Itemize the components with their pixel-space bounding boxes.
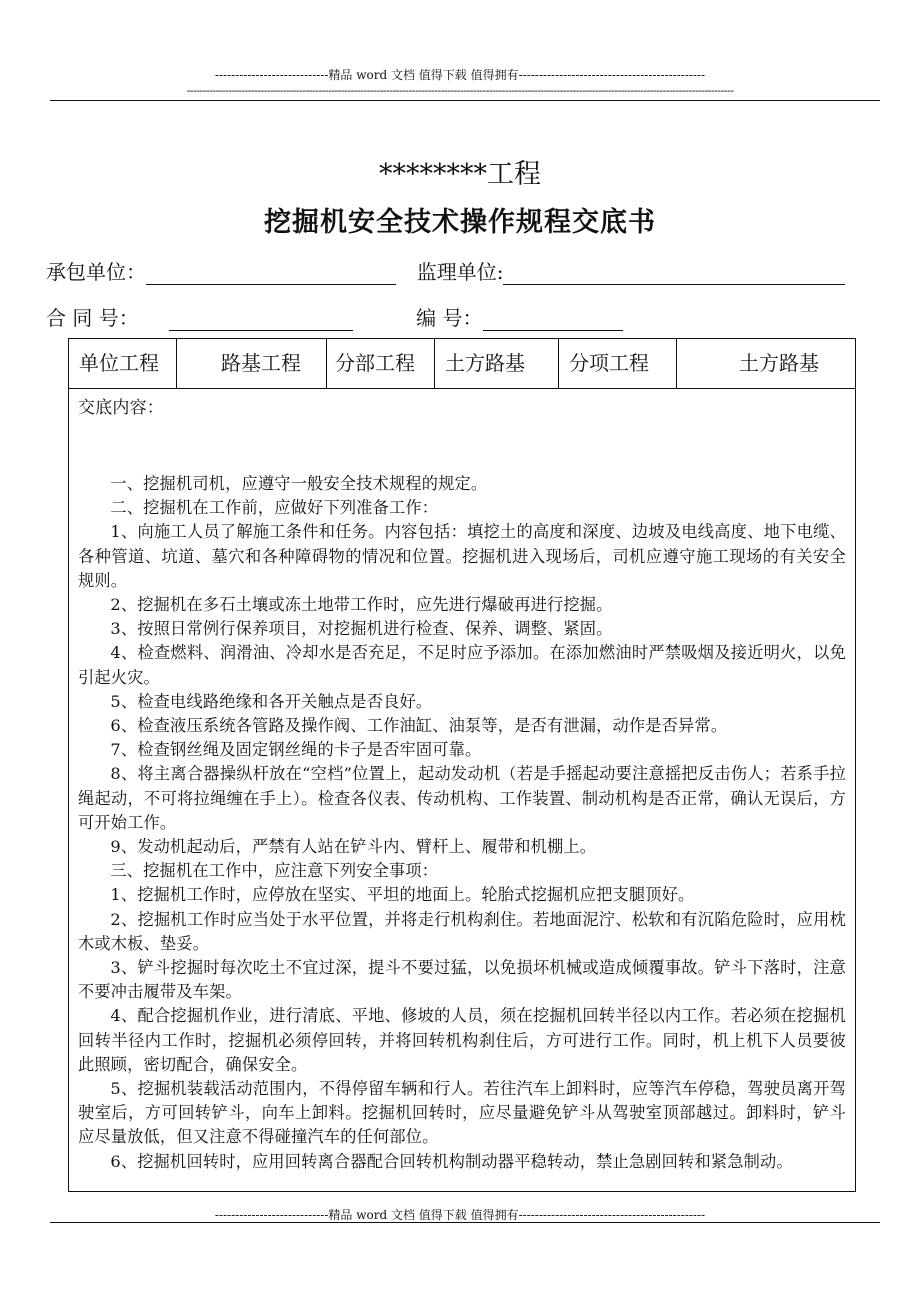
- project-title: ********工程: [379, 159, 541, 190]
- paragraph: 5、挖掘机装载活动范围内，不得停留车辆和行人。若往汽车上卸料时，应等汽车停稳，驾驶员离开驾驶室后，方可回转铲斗，向车上卸料。挖掘机回转时，应尽量避免铲斗从驾驶室顶部越过。卸料时，铲斗应尽量放低，但又注意不得碰撞汽车的任何部位。: [78, 1079, 846, 1147]
- paragraph: 8、将主离合器操纵杆放在“空档”位置上，起动发动机（若是手摇起动要注意摇把反击伤人；若系手拉绳起动，不可将拉绳缠在手上）。检查各仪表、传动机构、工作装置、制动机构是否正常，确认无误后，方可开始工作。: [78, 764, 846, 832]
- info-row-1: [46, 256, 845, 285]
- table-header-row: [69, 339, 855, 389]
- paragraph: 6、挖掘机回转时，应用回转离合器配合回转机构制动器平稳转动，禁止急剧回转和紧急制动。: [110, 1151, 793, 1171]
- paragraph: 3、铲斗挖掘时每次吃土不宜过深，提斗不要过猛，以免损坏机械或造成倾覆事故。铲斗下落时，注意不要冲击履带及车架。: [78, 958, 846, 1002]
- disclosure-content: [69, 389, 855, 1174]
- info-row-2: [46, 302, 623, 331]
- paragraph: 7、检查钢丝绳及固定钢丝绳的卡子是否牢固可靠。: [110, 740, 482, 760]
- contractor-field[interactable]: [146, 262, 396, 285]
- paragraph: 4、检查燃料、润滑油、冷却水是否充足，不足时应予添加。在添加燃油时严禁吸烟及接近明火，以免引起火灾。: [78, 643, 846, 687]
- footer-rule: [50, 1222, 880, 1223]
- document-title: 挖掘机安全技术操作规程交底书: [264, 207, 656, 238]
- paragraph: 二、挖掘机在工作前，应做好下列准备工作：: [110, 498, 439, 518]
- unit-project-value: 路基工程: [177, 339, 327, 388]
- disclosure-table: [68, 338, 856, 1192]
- header-dashes: --------------------------------------------------------------------------------------------------------------------------------------------------------------------------: [186, 84, 734, 97]
- content-label: 交底内容：: [78, 398, 164, 418]
- footer-banner: ----------------------------精品 word 文档 值得下载 值得拥有----------------------------------------------: [214, 1208, 706, 1222]
- paragraph: 三、挖掘机在工作中，应注意下列安全事项：: [110, 861, 439, 881]
- subitem-label: 分项工程: [559, 339, 677, 388]
- subitem-value: 土方路基: [739, 351, 819, 375]
- contract-field[interactable]: [169, 308, 353, 331]
- unit-project-label: 单位工程: [69, 339, 177, 388]
- header-rule: [50, 100, 880, 101]
- supervisor-field[interactable]: [503, 262, 845, 285]
- contract-label: 合 同 号：: [46, 306, 139, 330]
- paragraph: 6、检查液压系统各管路及操作阀、工作油缸、油泵等，是否有泄漏，动作是否异常。: [110, 716, 728, 736]
- supervisor-label: 监理单位:: [416, 260, 504, 284]
- contractor-label: 承包单位：: [46, 260, 146, 284]
- paragraph: 2、挖掘机工作时应当处于水平位置，并将走行机构刹住。若地面泥泞、松软和有沉陷危险时，应用枕木或木板、垫妥。: [78, 909, 846, 953]
- header-banner: ----------------------------精品 word 文档 值得下载 值得拥有----------------------------------------------: [214, 68, 706, 82]
- paragraph: 5、检查电线路绝缘和各开关触点是否良好。: [110, 691, 433, 711]
- division-value: 土方路基: [435, 339, 559, 388]
- paragraph: 4、配合挖掘机作业，进行清底、平地、修坡的人员，须在挖掘机回转半径以内工作。若必须在挖掘机回转半径内工作时，挖掘机必须停回转，并将回转机构刹住后，方可进行工作。同时，机上机下人员要彼此照顾，密切配合，确保安全。: [78, 1006, 846, 1074]
- paragraph: 3、按照日常例行保养项目，对挖掘机进行检查、保养、调整、紧固。: [110, 619, 613, 639]
- division-label: 分部工程: [327, 339, 435, 388]
- paragraph: 1、向施工人员了解施工条件和任务。内容包括：填挖土的高度和深度、边坡及电线高度、地下电缆、各种管道、坑道、墓穴和各种障碍物的情况和位置。挖掘机进入现场后，司机应遵守施工现场的有关安全规则。: [78, 522, 846, 590]
- number-field[interactable]: [483, 308, 623, 331]
- paragraph: 1、挖掘机工作时，应停放在坚实、平坦的地面上。轮胎式挖掘机应把支腿顶好。: [110, 885, 695, 905]
- paragraph: 2、挖掘机在多石土壤或冻土地带工作时，应先进行爆破再进行挖掘。: [110, 595, 613, 615]
- paragraph: 9、发动机起动后，严禁有人站在铲斗内、臂杆上、履带和机棚上。: [110, 837, 597, 857]
- paragraph: 一、挖掘机司机，应遵守一般安全技术规程的规定。: [110, 474, 488, 493]
- number-label: 编 号：: [416, 306, 483, 330]
